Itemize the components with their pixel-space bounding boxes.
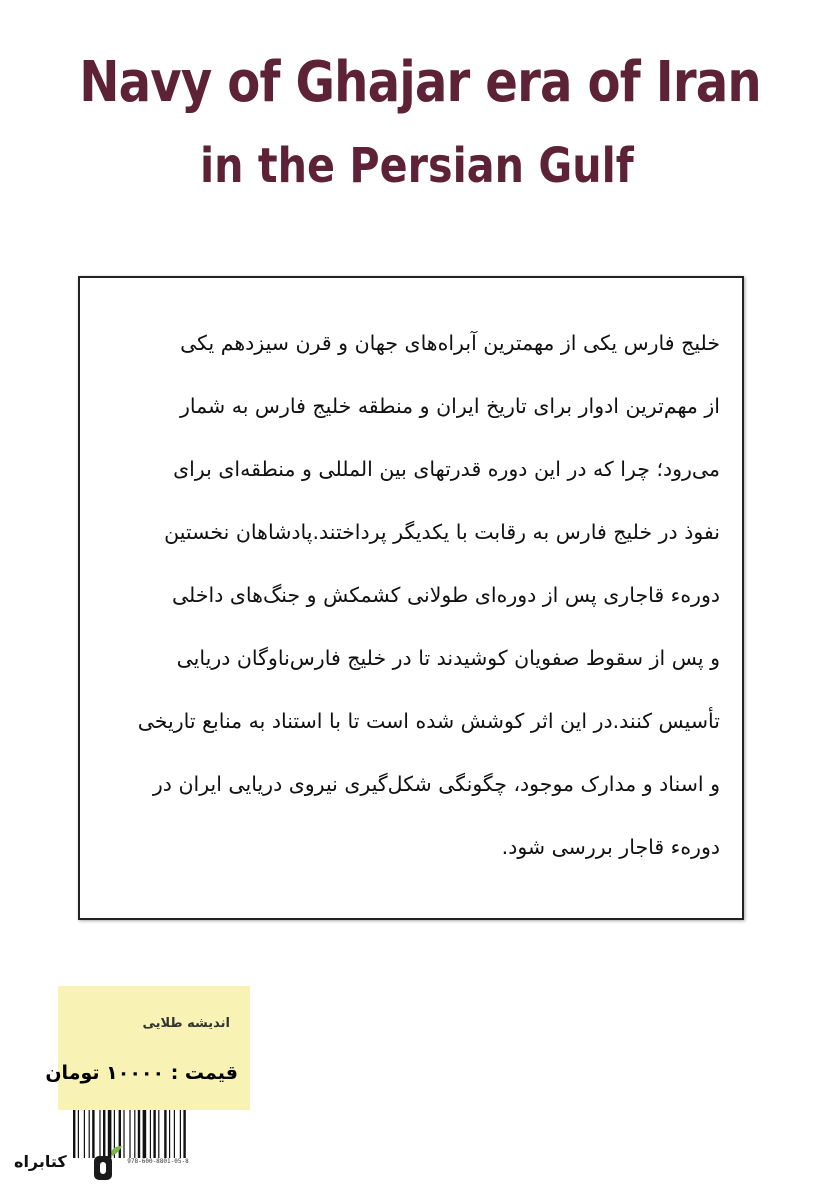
cover-title: Navy of Ghajar era of Iran [79,50,761,115]
summary-line: نفوذ در خلیج فارس به رقابت با یکدیگر پرداختند.پادشاهان نخستین [164,520,720,544]
summary-line: و پس از سقوط صفویان کوشیدند تا در خلیج فارس‌ناوگان دریایی [176,646,720,670]
summary-line: از مهم‌ترین ادوار برای تاریخ ایران و منطقه خلیج فارس به شمار [180,394,720,418]
summary-line: دوره‌ء قاجار بررسی شود. [501,835,720,859]
summary-line: می‌رود؛ چرا که در این دوره قدرتهای بین المللی و منطقه‌ای برای [173,457,720,481]
summary-line: و اسناد و مدارک موجود، چگونگی شکل‌گیری نیروی دریایی ایران در [152,772,720,796]
logo-text: کتابراه [14,1152,67,1171]
ketabrah-logo[interactable] [14,1144,124,1184]
price-label: قیمت : ۱۰۰۰۰ تومان [45,1062,238,1084]
summary-line: خلیج فارس یکی از مهمترین آبراه‌های جهان و قرن سیزدهم یکی [180,331,720,355]
summary-text [100,312,720,879]
cover-subtitle: in the Persian Gulf [200,138,634,194]
price-card [45,986,250,1110]
summary-line: تأسیس کنند.در این اثر کوشش شده است تا با استناد به منابع تاریخی [137,709,720,733]
summary-box [78,276,744,920]
summary-line: دوره‌ء قاجاری پس از دوره‌ای طولانی کشمکش و جنگ‌های داخلی [171,583,720,607]
publisher-name: اندیشه طلایی [142,1016,230,1031]
book-leaf-icon [90,1144,124,1184]
isbn-number: 978-600-8801-05-8 [127,1158,189,1165]
